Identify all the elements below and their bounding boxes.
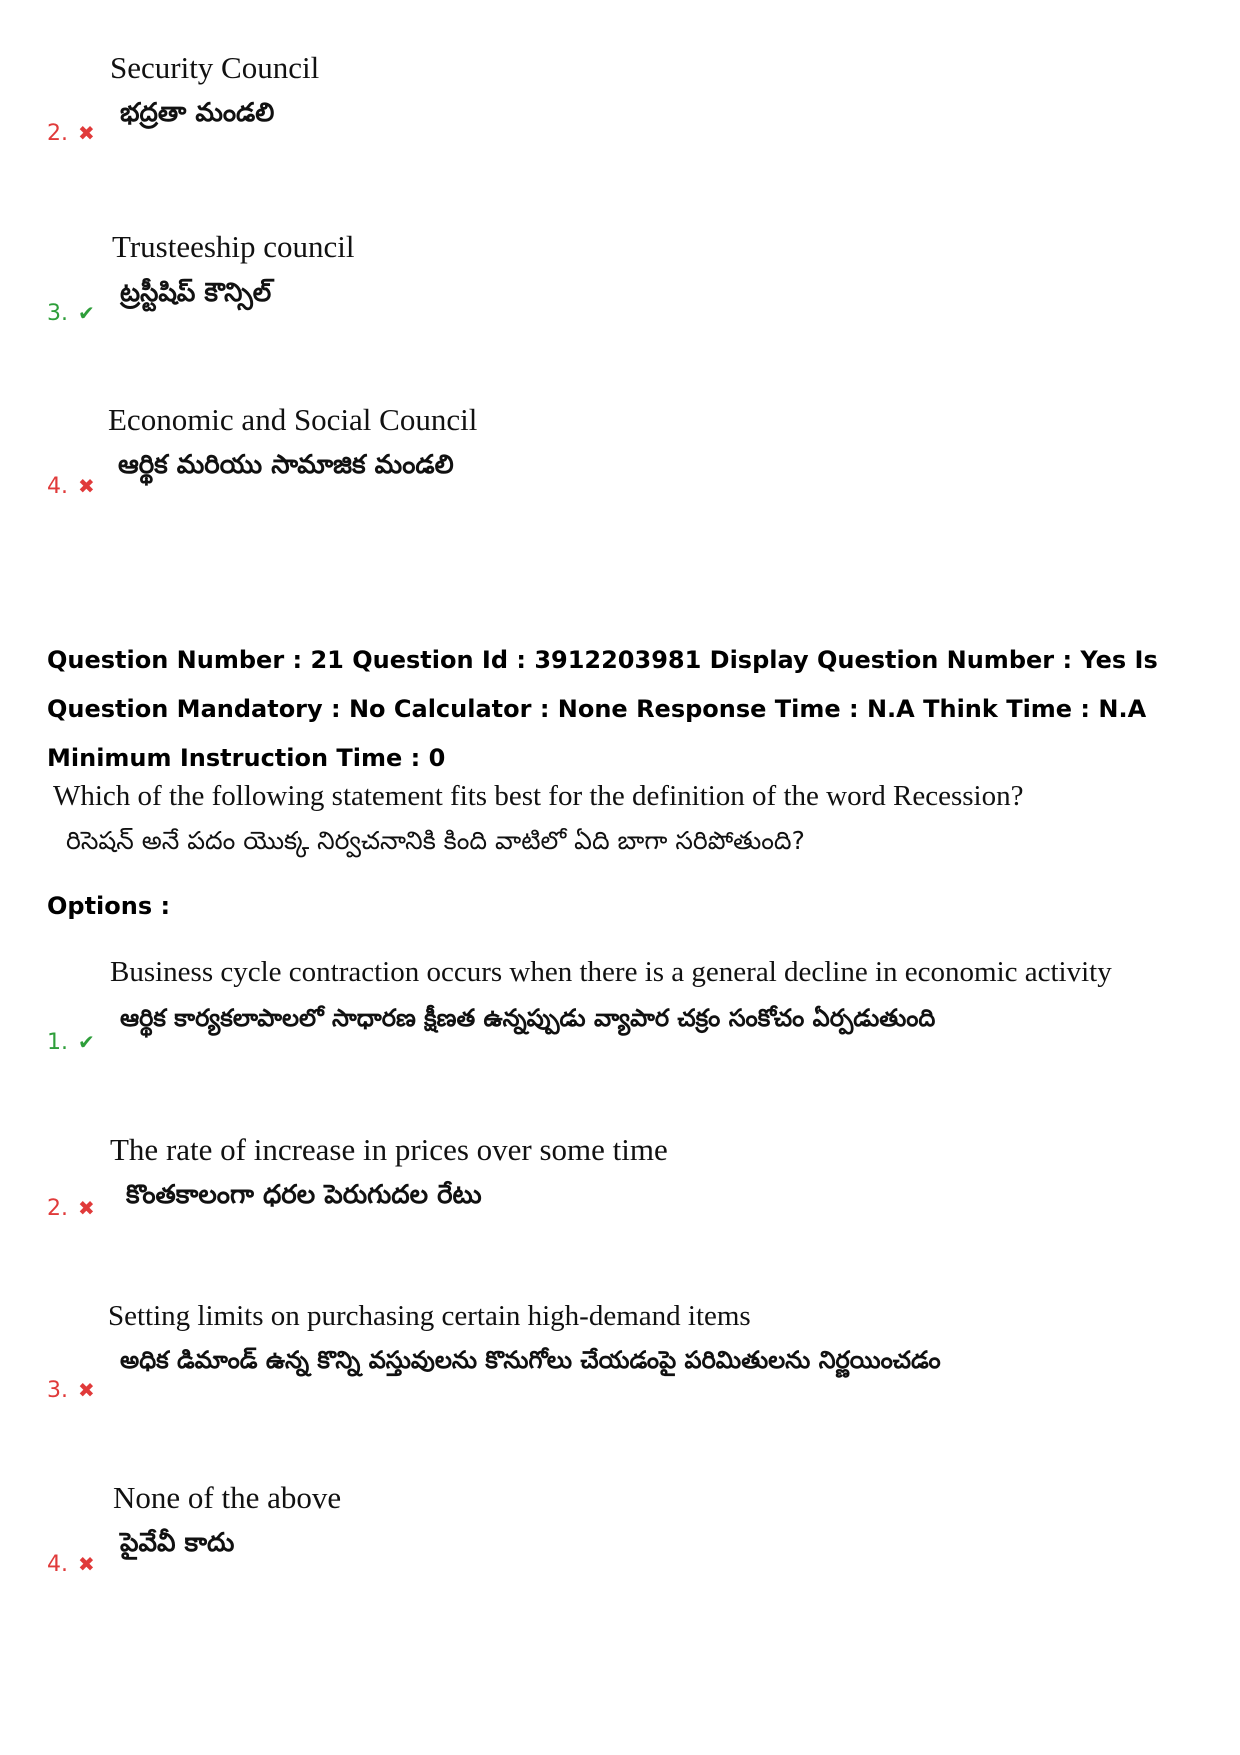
option-text-te: పైవేవీ కాదు: [120, 1528, 235, 1558]
option-text-en: Economic and Social Council: [108, 402, 478, 437]
option-text-te: ఆర్థిక కార్యకలాపాలలో సాధారణ క్షీణత ఉన్నప్పుడు వ్యాపార చక్రం సంకోచం ఏర్పడుతుంది: [120, 1004, 936, 1032]
option-text-te: కొంతకాలంగా ధరల పెరుగుదల రేటు: [126, 1180, 482, 1210]
option-number: 2. ✖: [47, 121, 95, 146]
options-label: Options :: [47, 892, 171, 920]
question-meta: Question Number : 21 Question Id : 3912203981 Display Question Number : Yes Is Question Mandatory : No Calculator : None Response Time : N.A Think Time : N.A Minimum Instruction Time : 0: [47, 646, 1158, 772]
option-text-te: ఆర్థిక మరియు సామాజిక మండలి: [118, 450, 454, 480]
question-text-te: రిసెషన్ అనే పదం యొక్క నిర్వచనానికి కింది వాటిలో ఏది బాగా సరిపోతుంది?: [66, 826, 805, 855]
check-icon: ✔: [78, 1030, 95, 1054]
option-text-en: Business cycle contraction occurs when there is a general decline in economic activity: [110, 956, 1112, 988]
option-text-en: None of the above: [113, 1480, 342, 1515]
cross-icon: ✖: [78, 121, 95, 145]
cross-icon: ✖: [78, 474, 95, 498]
option-text-te: భద్రతా మండలి: [120, 98, 275, 128]
cross-icon: ✖: [78, 1378, 95, 1402]
option-text-en: Trusteeship council: [112, 229, 355, 264]
option-text-te: ట్రస్టీషిప్ కౌన్సిల్: [120, 278, 272, 308]
question-text-en: Which of the following statement fits best for the definition of the word Recession?: [53, 780, 1024, 812]
option-number: 4. ✖: [47, 1552, 95, 1577]
option-number: 2. ✖: [47, 1196, 95, 1221]
option-text-en: Security Council: [110, 50, 320, 85]
option-number: 3. ✔: [47, 301, 95, 326]
cross-icon: ✖: [78, 1196, 95, 1220]
option-number: 4. ✖: [47, 474, 95, 499]
option-text-te: అధిక డిమాండ్ ఉన్న కొన్ని వస్తువులను కొనుగోలు చేయడంపై పరిమితులను నిర్ణయించడం: [120, 1346, 941, 1374]
option-number: 1. ✔: [47, 1030, 95, 1055]
check-icon: ✔: [78, 301, 95, 325]
cross-icon: ✖: [78, 1552, 95, 1576]
option-text-en: Setting limits on purchasing certain high-demand items: [108, 1300, 751, 1332]
option-text-en: The rate of increase in prices over some time: [110, 1132, 668, 1167]
option-number: 3. ✖: [47, 1378, 95, 1403]
